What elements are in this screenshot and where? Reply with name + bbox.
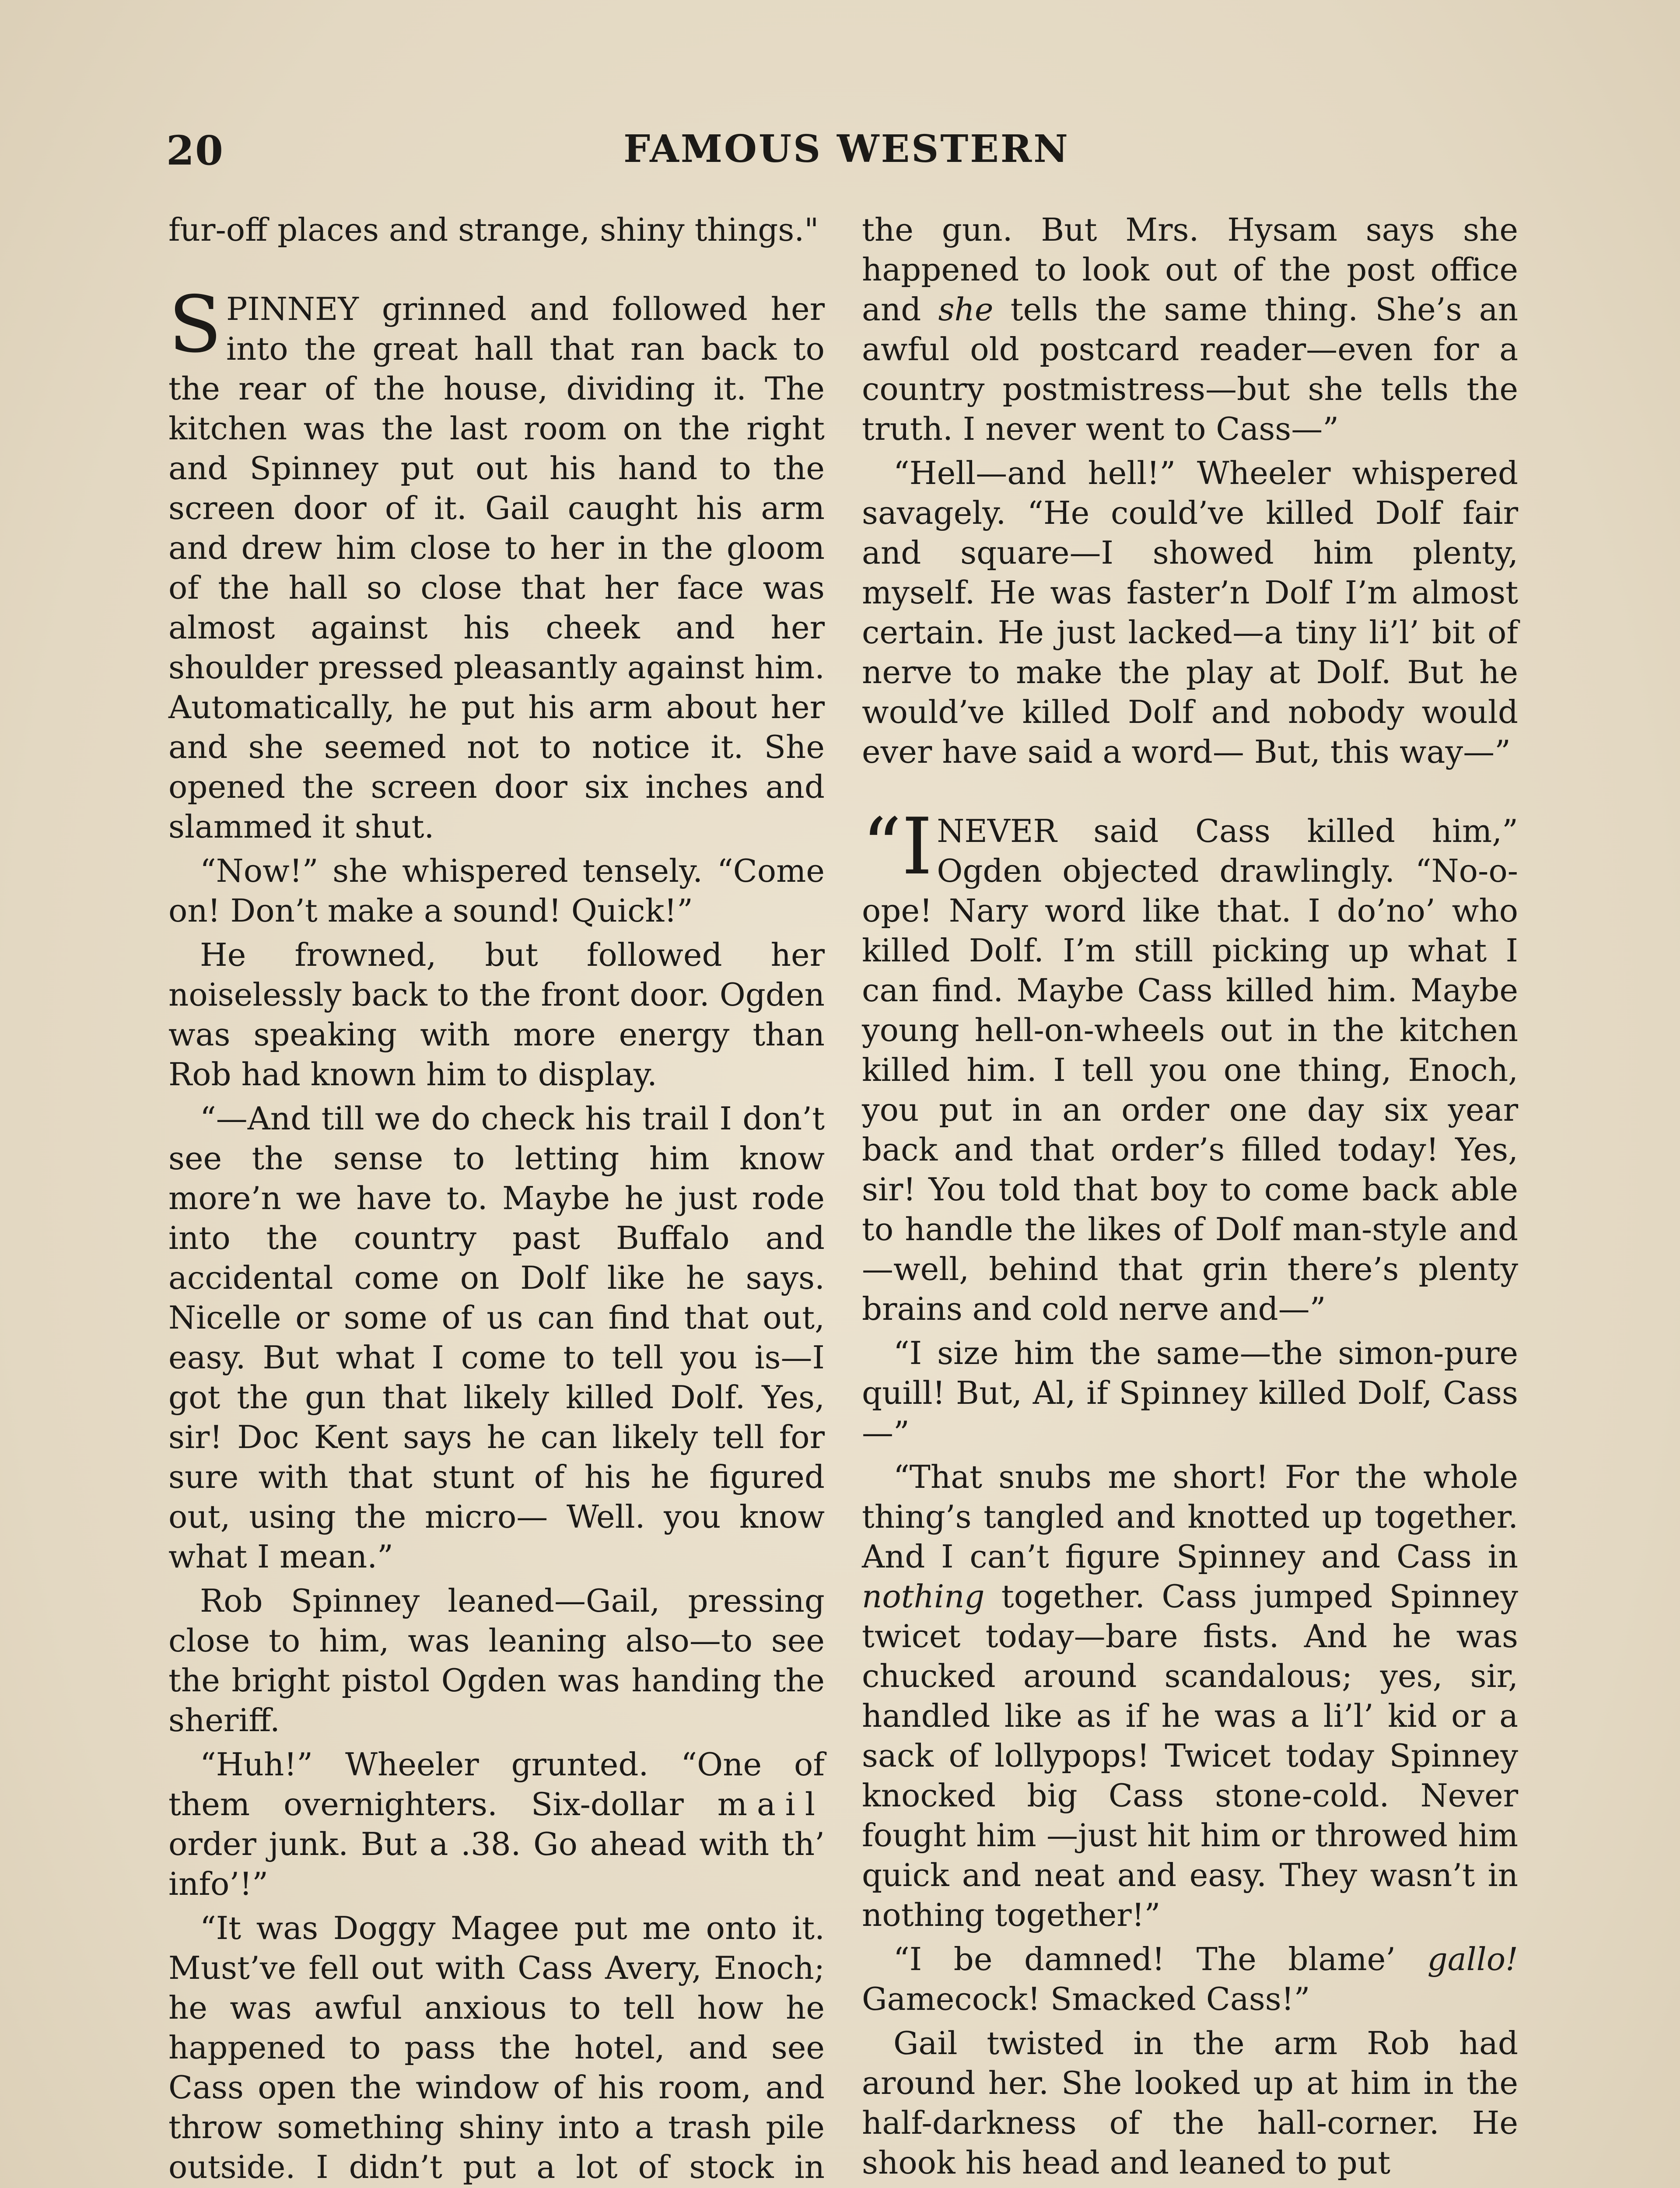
paragraph-text: PINNEY grinned and followed her into the great hall that ran back to the rear of the house, dividing it. The kitchen was the last room on the right and Spinney put out his hand to the screen door of it. Gail caught his arm and drew him close to her in the gloom of the hall so close that her face was almost against his cheek and her shoulder pressed pleasantly against him. Automatically, he put his arm about her and she seemed not to notice it. She opened the screen door six inches and slammed it shut. bbox=[168, 291, 825, 845]
paragraph: Rob Spinney leaned—Gail, pressing close to him, was leaning also—to see the bright pistol Ogden was handing the sheriff. bbox=[168, 1582, 825, 1739]
paragraph bbox=[862, 210, 1518, 449]
left-column bbox=[168, 210, 825, 2188]
running-head: FAMOUS WESTERN bbox=[623, 127, 1070, 171]
italic-word: she bbox=[938, 291, 994, 328]
text-run: order junk. But a .38. Go ahead with th’ info’!” bbox=[168, 1826, 825, 1902]
text-run: “I be damned! The blame’ bbox=[893, 1941, 1396, 1978]
text-run: the gun. But Mrs. Hysam says she happened to look out of the post office and bbox=[862, 211, 1518, 328]
italic-word: nothing bbox=[862, 1578, 985, 1615]
page-header bbox=[166, 127, 1527, 188]
paragraph-dropcap bbox=[168, 279, 825, 847]
text-run: Gamecock! Smacked Cass!” bbox=[862, 1981, 1310, 2017]
paragraph-text: NEVER said Cass killed him,” Ogden objected drawlingly. “No-o-ope! Nary word like that. I do’no’ who killed Dolf. I’m still picking up what I can find. Maybe Cass killed him. Maybe young hell-on-wheels out in the kitchen killed him. I tell you one thing, Enoch, you put in an order one day six year back and that order’s filled today! Yes, sir! You told that boy to come back able to handle the likes of Dolf man-style and—well, behind that grin there’s plenty brains and cold nerve and—” bbox=[862, 813, 1518, 1327]
italic-word: gallo! bbox=[1427, 1941, 1518, 1978]
text-run: “That snubs me short! For the whole thing’s tangled and knotted up together. And I can’t figure Spinney and Cass in bbox=[862, 1459, 1518, 1575]
paragraph: “It was Doggy Magee put me onto it. Must’ve fell out with Cass Avery, Enoch; he was awful anxious to tell how he happened to pass the hotel, and see Cass open the window of his room, and throw something shiny into a trash pile outside. I didn’t put a lot of stock in bbox=[168, 1910, 825, 2185]
text-run: tells the same thing. She’s an awful old postcard reader—even for a country postmistress—but she tells the truth. I never went to Cass—” bbox=[862, 291, 1519, 447]
paragraph bbox=[168, 1745, 825, 1904]
spaced-word: mail bbox=[717, 1786, 825, 1823]
paragraph: fur-off places and strange, shiny things." bbox=[168, 211, 819, 248]
page-number: 20 bbox=[166, 127, 224, 174]
paragraph bbox=[862, 1457, 1518, 1935]
paragraph-dropcap bbox=[862, 801, 1518, 1329]
right-column bbox=[862, 210, 1518, 2187]
drop-cap: “I bbox=[862, 801, 933, 892]
text-run: together. Cass jumped Spinney twicet today—bare fists. And he was chucked around scandalous; yes, sir, handled like as if he was a li’l’ kid or a sack of lollypops! Twicet today Spinney knocked big Cass stone-cold. Never fought him —just hit him or throwed him quick and neat and easy. They wasn’t in nothing together!” bbox=[862, 1578, 1518, 1933]
paragraph: He frowned, but followed her noiselessly back to the front door. Ogden was speaking with more energy than Rob had known him to display. bbox=[168, 936, 825, 1093]
paragraph bbox=[862, 1939, 1518, 2019]
paragraph: “—And till we do check his trail I don’t see the sense to letting him know more’n we have to. Maybe he just rode into the country past Buffalo and accidental come on Dolf like he says. Nicelle or some of us can find that out, easy. But what I come to tell you is—I got the gun that likely killed Dolf. Yes, sir! Doc Kent says he can likely tell for sure with that stunt of his he figured out, using the micro— Well. you know what I mean.” bbox=[168, 1100, 825, 1575]
paragraph: Gail twisted in the arm Rob had around her. She looked up at him in the half-darkness of the hall-corner. He shook his head and leaned to put bbox=[862, 2025, 1518, 2181]
drop-cap: S bbox=[168, 279, 222, 370]
paragraph: “Now!” she whispered tensely. “Come on! Don’t make a sound! Quick!” bbox=[168, 852, 825, 929]
paragraph: “Hell—and hell!” Wheeler whispered savagely. “He could’ve killed Dolf fair and square—I showed him plenty, myself. He was faster’n Dolf I’m almost certain. He just lacked—a tiny li’l’ bit of nerve to make the play at Dolf. But he would’ve killed Dolf and nobody would ever have said a word— But, this way—” bbox=[862, 455, 1518, 770]
paragraph: “I size him the same—the simon-pure quill! But, Al, if Spinney killed Dolf, Cass—” bbox=[862, 1335, 1518, 1451]
text-run: “Huh!” Wheeler grunted. “One of them overnighters. Six-dollar bbox=[168, 1746, 825, 1823]
